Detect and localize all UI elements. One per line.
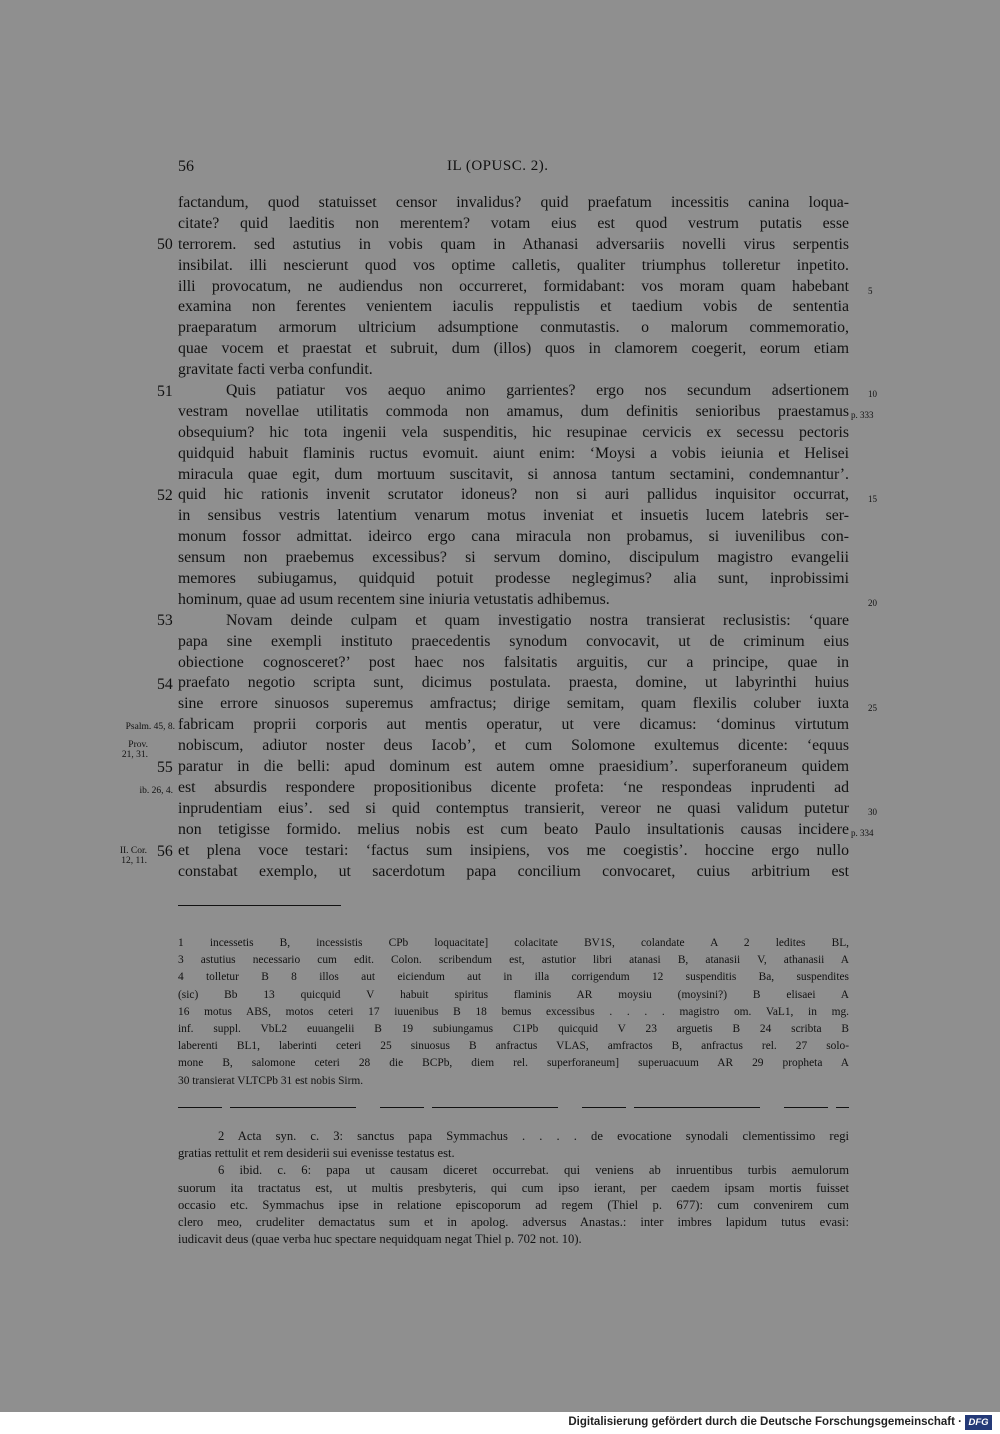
apparatus-line: (sic) Bb 13 quicquid V habuit spiritus flaminis AR moysiu (moysini?) B elisaei A [178, 988, 849, 1001]
dfg-logo: DFG [965, 1415, 992, 1430]
source-line: iudicavit deus (quae verba huc spectare nequidquam negat Thiel p. 702 not. 10). [178, 1232, 582, 1247]
margin-ref-prov-b: 21, 31. [121, 750, 148, 760]
source-line: clero meo, crudeliter demactatus sum et in apolog. adversus Anastas.: inter imbres lapidum tutus evasi: [178, 1214, 849, 1229]
text-line: vestram novellae utilitatis commoda non amamus, dum definitis senioribus praestamus [178, 402, 849, 420]
margin-ref-psalm: Psalm. 45, 8. [125, 722, 175, 732]
source-line: 2 Acta syn. c. 3: sanctus papa Symmachus . . . . de evocatione synodali clementissimo regi [218, 1129, 849, 1143]
text-line: terrorem. sed astutius in vobis quam in Athanasi adversariis novelli virus serpentis [178, 235, 849, 253]
text-line: in sensibus vestris latentium venarum motus inveniat et insuetis lucem latebris ser- [178, 507, 849, 525]
section-number-55: 55 [157, 759, 173, 776]
margin-ref-ib: ib. 26, 4. [139, 786, 173, 796]
line-counter-20: 20 [868, 598, 877, 608]
footer-bar [0, 1412, 1000, 1434]
text-line: citate? quid laeditis non merentem? votam eius est quod vestrum putatis esse [178, 214, 849, 232]
text-line: Quis patiatur vos aequo animo garrientes? ergo nos secundum adsertionem [226, 382, 849, 400]
source-line: 6 ibid. c. 6: papa ut causam diceret occurrebat. qui veniens ab inruentibus turbis aemulorum [218, 1163, 849, 1178]
text-line: memores subiugamus, quidquid potuit prodesse neglegimus? alia sunt, inprobissimi [178, 570, 849, 588]
line-counter-10: 10 [868, 389, 877, 399]
text-line: fabricam proprii corporis aut mentis operatur, ut vere dicamus: ‘dominus virtutum [178, 716, 849, 734]
line-counter-5: 5 [868, 286, 873, 296]
apparatus-line: mone B, salomone ceteri 28 die BCPb, diem rel. superforaneum] superuacuum AR 29 propheta A [178, 1057, 849, 1070]
source-line: suorum ita tractatus est, ut multis presbyteris, qui cum ipso ierant, per caedem ipsam mortis fuisset [178, 1180, 849, 1195]
apparatus-line: 1 incessetis B, incessistis CPb loquacitate] colacitate BV1S, colandate A 2 ledites BL, [178, 937, 849, 949]
text-line: sine errore sinuosos superemus amfractus; dirige semitam, quam flexilis coluber iuxta [178, 695, 849, 713]
text-line: hominum, quae ad usum recentem sine iniuria vetustatis adhibemus. [178, 590, 610, 608]
text-line: gravitate facti verba confundit. [178, 361, 373, 379]
text-line: nobiscum, adiutor noster deus Iacob’, et cum Solomone exultemus dicente: ‘equus [178, 737, 849, 755]
section-number-53: 53 [157, 612, 173, 629]
text-line: insibilat. illi nescierunt quod vos optime calletis, qualiter triumphus tolleretur inpetito. [178, 256, 849, 274]
source-line: occasio etc. Symmachus ipse in relatione episcoporum ad regem (Thiel p. 677): cum convenirem cum [178, 1197, 849, 1212]
text-line: quid hic rationis invenit scrutator idoneus? non si auri pallidus inquisitor occurrat, [178, 486, 849, 504]
text-line: et plena voce testari: ‘factus sum insipiens, vos me coegistis’. hoccine ergo nullo [178, 841, 849, 859]
text-line: sensum non praebemus excessibus? si servum domino, discipulum magistro evangelii [178, 549, 849, 567]
line-counter-15: 15 [868, 494, 877, 504]
footer-credit: Digitalisierung gefördert durch die Deutsche Forschungsgemeinschaft · [568, 1416, 962, 1428]
apparatus-line: inf. suppl. VbL2 euuangelii B 19 subiungamus C1Pb quicquid V 23 arguetis B 24 scribta B [178, 1022, 849, 1035]
source-line: gratias rettulit et rem desiderii sui evenisse testatus est. [178, 1146, 455, 1161]
text-line: obsequium? hic tota ingenii vela suspenditis, hic resupinae cervicis ex secessu pectoris [178, 423, 849, 441]
text-line: papa sine exempli instituto praecedentis synodum convocavit, ut de criminum eius [178, 632, 849, 650]
text-line: constabat exemplo, ut sacerdotum papa concilium convocaret, cuius arbitrium est [178, 862, 849, 880]
text-line: praeparatum armorum ultricium adsumptione conmutastis. o malorum commemoratio, [178, 319, 849, 337]
page-ref-333: p. 333 [851, 410, 874, 420]
margin-ref-prov-a: Prov. [128, 740, 148, 750]
line-counter-25: 25 [868, 703, 877, 713]
page-ref-334: p. 334 [851, 828, 874, 838]
text-line: obiectione cognosceret?’ post haec nos falsitatis arguitis, cur a principe, quae in [178, 653, 849, 671]
text-line: illi provocatum, ne audiendus non occurreret, formidabant: vos moram quam habebant [178, 277, 849, 295]
dashed-rule [178, 1107, 849, 1108]
running-head: IL (OPUSC. 2). [447, 158, 549, 174]
text-line: praefato negotio scripta sunt, dicimus postulata. praesta, domine, ut labyrinthi huius [178, 674, 849, 692]
margin-ref-cor-a: II. Cor. [119, 846, 147, 856]
text-line: quae vocem et praestat et subruit, dum (illos) quos in clamorem coegerit, eorum etiam [178, 340, 849, 358]
margin-ref-cor-b: 12, 11. [121, 856, 147, 866]
text-line: examina non ferentes venientem iaculis reppulistis et taedium vobis de sententia [178, 298, 849, 316]
apparatus-line: 16 motus ABS, motos ceteri 17 iuuenibus B 18 bemus excessibus . . . . magistro om. VaL1, in mg. [178, 1005, 849, 1018]
section-number-56: 56 [157, 843, 173, 860]
apparatus-line: 30 transierat VLTCPb 31 est nobis Sirm. [178, 1074, 364, 1087]
text-line: monum fossor admittat. ideirco ergo cana miracula non probamus, si iuvenilibus con- [178, 528, 849, 546]
text-line: factandum, quod statuisset censor invalidus? quid praefatum incessitis canina loqua- [178, 194, 849, 211]
section-number-54: 54 [157, 676, 173, 693]
page-number: 56 [178, 158, 194, 175]
text-line: Novam deinde culpam et quam investigatio nostra transierat reclusistis: ‘quare [226, 611, 849, 629]
apparatus-line: 4 tolletur B 8 illos aut eiciendum aut in illa corrigendum 12 suspenditis Ba, suspendites [178, 971, 849, 984]
text-line: paratur in die belli: apud dominum est autem omne praesidium’. superforaneum quidem [178, 758, 849, 776]
text-line: non tetigisse formido. melius nobis est cum beato Paulo insultationis causas incidere [178, 820, 849, 838]
critical-apparatus [178, 935, 849, 1090]
line-counter-30: 30 [868, 807, 877, 817]
text-line: inprudentiam eius’. sed si quid contemptus transierit, vereor ne quasi validum putetur [178, 799, 849, 817]
text-line: est absurdis respondere propositionibus dicente profeta: ‘ne respondeas inprudenti ad [178, 778, 849, 796]
source-notes [178, 1128, 849, 1248]
section-number-51: 51 [157, 383, 173, 400]
apparatus-line: 3 astutius necessario cum edit. Colon. scribendum est, astutior libri atanasi B, atanasii V, athanasii A [178, 954, 849, 967]
main-text [178, 193, 849, 882]
apparatus-rule [178, 905, 341, 906]
section-number-50: 50 [157, 236, 173, 253]
text-line: quidquid habuit flaminis ructus evomuit. aiunt enim: ‘Moysi a vobis ieiunia et Helisei [178, 444, 849, 462]
section-number-52: 52 [157, 487, 173, 504]
apparatus-line: laberenti BL1, laberinti ceteri 25 sinuosus B anfractus VLAS, amfractos B, anfractus rel. 27 solo- [178, 1040, 849, 1053]
text-line: miracula quae egit, dum mortuum suscitavit, si annosa tantum sectamini, condemnantur’. [178, 465, 849, 483]
